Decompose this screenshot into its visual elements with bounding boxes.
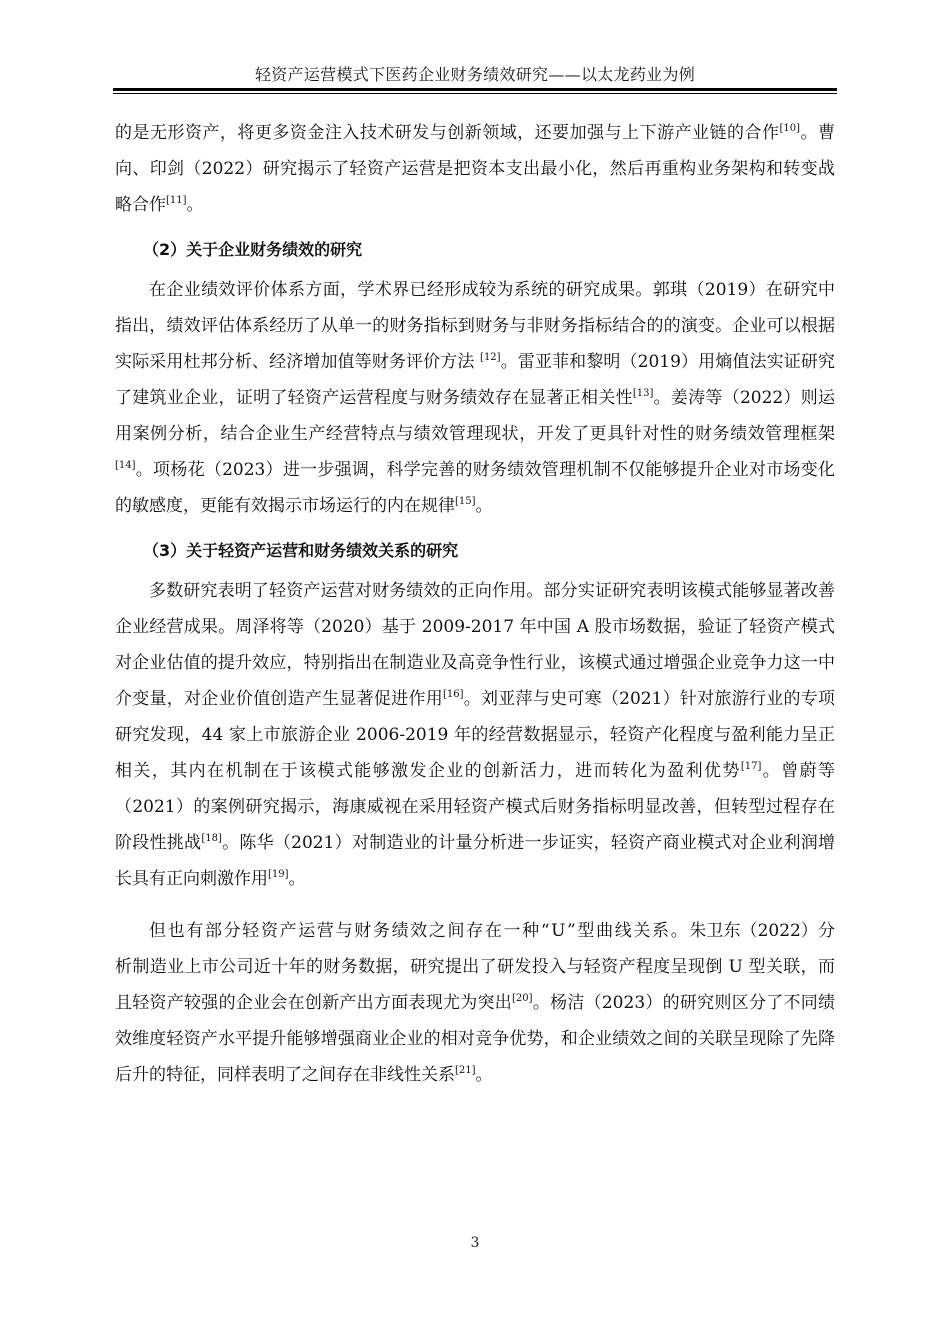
paragraph-text: 。	[475, 496, 493, 516]
paragraph-light-asset-continuation	[115, 115, 835, 223]
citation: [21]	[455, 1065, 476, 1076]
paragraph-spacer	[115, 897, 835, 913]
citation: [13]	[632, 388, 654, 399]
citation: [15]	[455, 496, 476, 507]
paragraph-text: 在企业绩效评价体系方面，学术界已经形成较为系统的研究成果。郭琪（2019）在研究中指出，绩效评估体系经历了从单一的财务指标到财务与非财务指标结合的的演变。企业可以根据实际采用杜邦分析、经济增加值等财务评价方法	[115, 280, 835, 372]
paragraph-text: 。刘亚萍与史可寒（2021）针对旅游行业的专项研究发现，44 家上市旅游企业 2006-2019 年的经营数据显示，轻资产化程度与盈利能力呈正相关，其内在机制在于该模式能够激发企业的创新活力，进而转化为盈利优势	[115, 689, 836, 781]
citation: [10]	[779, 123, 801, 134]
page-body	[115, 115, 835, 1093]
paragraph-text: 。曹向、印剑（2022）研究揭示了轻资产运营是把资本支出最小化，然后再重构业务架构和转变战略合作	[115, 123, 836, 215]
paragraph-text: 朱卫东（2022）分析制造业上市公司近十年的财务数据，研究提出了研发投入与轻资产程度呈现倒 U 型关联，而且轻资产较强的企业会在创新产出方面表现尤为突出	[115, 921, 835, 1013]
paragraph-financial-performance	[115, 272, 835, 524]
citation: [20]	[512, 993, 533, 1004]
paragraph-text: 的是无形资产，将更多资金注入技术研发与创新领域，还要加强与上下游产业链的合作	[115, 123, 780, 143]
paragraph-u-shaped-relationship	[115, 913, 835, 1093]
header-rule-thin	[113, 93, 837, 94]
running-header-title: 轻资产运营模式下医药企业财务绩效研究——以太龙药业为例	[254, 65, 696, 84]
paragraph-text: 。	[288, 869, 306, 889]
paragraph-text: 。雷亚菲和黎明（2019）用熵值法实证研究了建筑业企业，证明了轻资产运营程度与财务绩效存在显著正相关性	[115, 352, 835, 408]
citation: [11]	[166, 195, 187, 206]
paragraph-text: 但也有部分轻资产运营与财务绩效之间存在一种“U”型曲线关系。	[149, 921, 690, 941]
citation: [18]	[201, 833, 222, 844]
citation: [12]	[480, 352, 501, 363]
section-heading-relationship: （3）关于轻资产运营和财务绩效关系的研究	[143, 541, 459, 560]
header-rule-thick	[113, 88, 837, 91]
citation: [14]	[115, 460, 136, 471]
paragraph-text: 。	[186, 195, 204, 215]
citation: [17]	[740, 761, 762, 772]
paragraph-positive-effect	[115, 573, 835, 897]
paragraph-text: 多数研究表明了轻资产运营对财务绩效的正向作用。部分实证研究表明该模式能够显著改善企业经营成果。周泽将等（2020）基于 2009-2017 年中国 A 股市场数据，验证了轻资产模式对企业估值的提升效应，特别指出在制造业及高竞争性行业，该模式通过增强企业竞争力这一中介变量，对企业价值创造产生显著促进作用	[115, 581, 835, 709]
paragraph-text: 。	[475, 1065, 493, 1085]
section-heading-financial-performance: （2）关于企业财务绩效的研究	[143, 240, 363, 259]
paragraph-text: 。杨洁（2023）的研究则区分了不同绩效维度轻资产水平提升能够增强商业企业的相对竞争优势，和企业绩效之间的关联呈现除了先降后升的特征，同样表明了之间存在非线性关系	[115, 993, 836, 1085]
paragraph-text: 。陈华（2021）对制造业的计量分析进一步证实，轻资产商业模式对企业利润增长具有正向刺激作用	[115, 833, 836, 889]
paragraph-text: 。项杨花（2023）进一步强调，科学完善的财务绩效管理机制不仅能够提升企业对市场变化的敏感度，更能有效揭示市场运行的内在规律	[115, 460, 835, 516]
citation: [16]	[442, 689, 464, 700]
page-number: 3	[470, 1235, 480, 1251]
paragraph-text: 。姜涛等（2022）则运用案例分析，结合企业生产经营特点与绩效管理现状，开发了更具针对性的财务绩效管理框架	[115, 388, 836, 444]
citation: [19]	[268, 869, 289, 880]
paragraph-text: 。曾蔚等（2021）的案例研究揭示，海康威视在采用轻资产模式后财务指标明显改善，但转型过程存在阶段性挑战	[115, 761, 836, 853]
